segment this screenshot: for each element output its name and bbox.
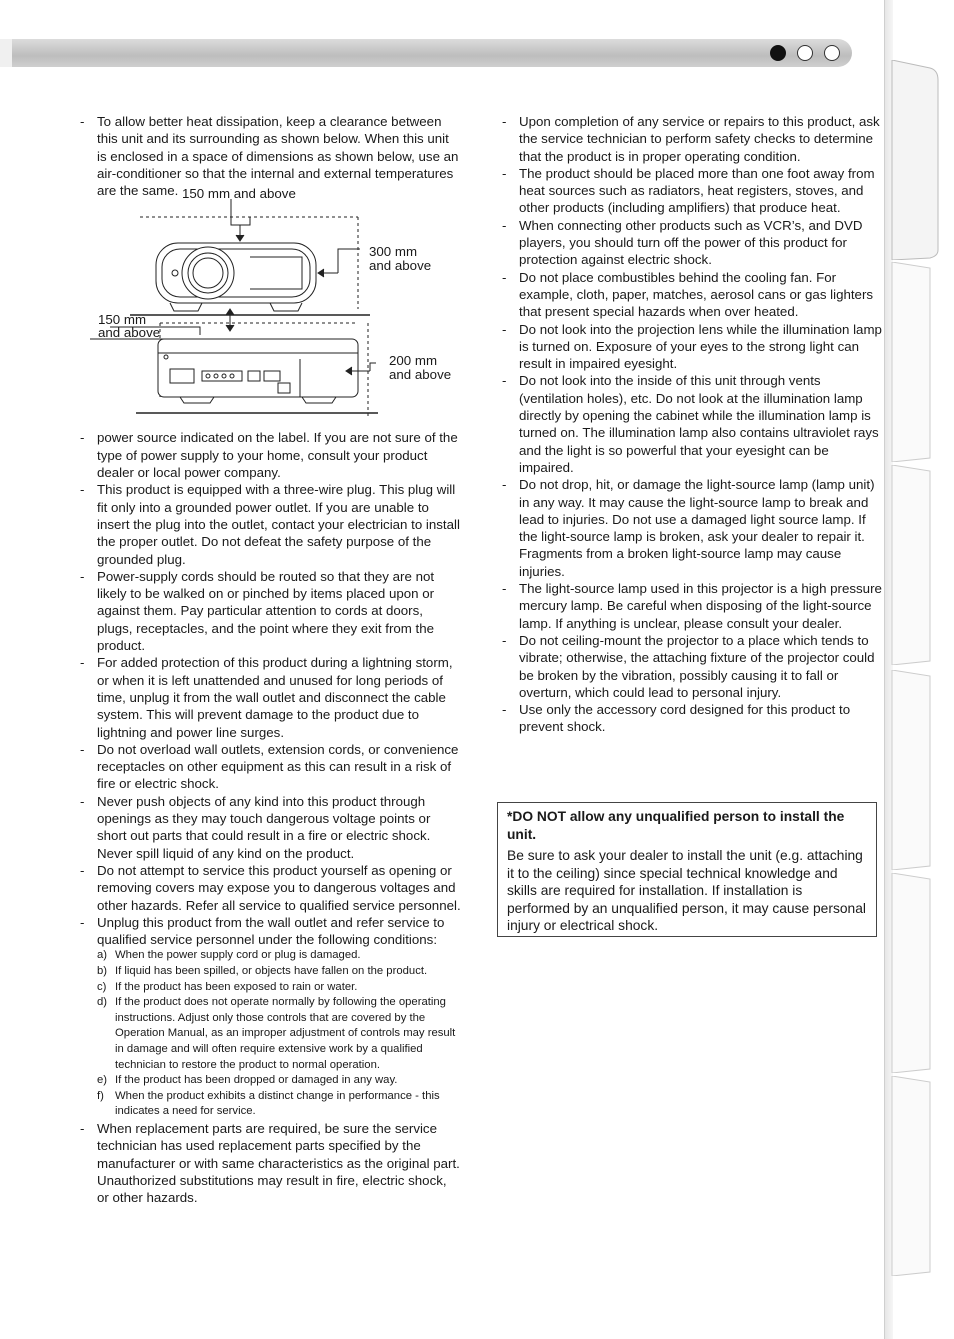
side2-clearance-value: 200 mm	[389, 353, 438, 369]
bullet-dash: -	[502, 114, 507, 129]
item-text: For added protection of this product during a lightning storm, or when it is left unattended and unused for long periods of time, unplug it from the wall outlet and disconnect the cable system. This will prevent damage to the product due to lightning and power line surges.	[97, 655, 453, 740]
notice-heading: *DO NOT allow any unqualified person to install the unit.	[507, 809, 845, 842]
side2-clearance-qualifier: and above	[389, 367, 452, 383]
item-text: Do not overload wall outlets, extension cords, or convenience receptacles on other equipment as this can result in a risk of fire or electric shock.	[97, 741, 459, 792]
list-item	[502, 476, 884, 580]
item-text: Power-supply cords should be routed so that they are not likely to be walked on or pinched by items placed upon or against them. Pay particular attention to cords at doors, plugs, receptacles, and the point where they exit from the product.	[97, 568, 435, 654]
bullet-dash: -	[80, 914, 85, 930]
header-bar	[0, 39, 852, 67]
item-text: Never push objects of any kind into this product through openings as they may touch dangerous voltage points or short out parts that could result in a fire or electric shock. Never spill liquid of any kind on the product.	[97, 793, 431, 861]
list-item	[80, 741, 462, 793]
bullet-dash: -	[80, 482, 85, 498]
right-column	[502, 113, 884, 736]
list-item	[502, 701, 884, 736]
condition-label: a)	[97, 949, 108, 962]
condition-item	[97, 948, 462, 964]
bullet-dash: -	[502, 477, 507, 493]
bullet-dash: -	[80, 862, 85, 878]
side-tab-1[interactable]	[890, 60, 954, 260]
list-item	[502, 321, 884, 373]
installation-notice-box	[497, 802, 877, 937]
bullet-dash: -	[80, 655, 85, 671]
bullet-dash: -	[80, 793, 85, 809]
bullet-dash: -	[502, 581, 507, 597]
bullet-dash: -	[502, 269, 507, 285]
list-item	[502, 580, 884, 632]
page-indicator-dot-2	[797, 45, 813, 61]
item-text: When replacement parts are required, be sure the service technician has used replacement parts specified by the manufacturer or with same characteristics as the original part. Unauthorized substitutions may result in fire, electric shock, or other hazards.	[97, 1120, 460, 1206]
condition-item	[97, 1073, 462, 1089]
bullet-dash: -	[80, 568, 85, 584]
condition-text: When the power supply cord or plug is damaged.	[115, 949, 361, 962]
item-text: Use only the accessory cord designed for this product to prevent shock.	[519, 702, 851, 735]
header-notch	[0, 39, 12, 67]
side-tab-strip	[884, 0, 954, 1339]
item-text: The product should be placed more than one foot away from heat sources such as radiators, heat registers, stoves, and other products (including amplifiers) that produce heat.	[519, 165, 875, 216]
condition-item	[97, 1089, 462, 1120]
condition-text: If the product has been dropped or damaged in any way.	[115, 1074, 398, 1087]
side-tab-2[interactable]	[890, 262, 954, 462]
list-item	[502, 113, 884, 165]
rear-clearance-qualifier: and above	[98, 325, 161, 341]
page-indicator-dot-1	[770, 45, 786, 61]
list-item	[80, 654, 462, 740]
side-clearance-value: 300 mm	[369, 244, 418, 260]
page-indicator-dot-3	[824, 45, 840, 61]
condition-text: When the product exhibits a distinct change in performance - this indicates a need for service.	[115, 1089, 440, 1118]
condition-item	[97, 964, 462, 980]
bullet-dash: -	[502, 217, 507, 233]
condition-item	[97, 995, 462, 1073]
condition-text: If the product does not operate normally by following the operating instructions. Adjust only those controls that are covered by the Operation Manual, as an improper adjustment of controls may result in damage and will often require extensive work by a qualified technician to restore the product to normal operation.	[115, 996, 456, 1071]
top-clearance-label: 150 mm and above	[182, 186, 296, 202]
bullet-dash: -	[502, 321, 507, 337]
condition-item	[97, 980, 462, 996]
list-item	[80, 568, 462, 654]
list-item	[80, 1120, 462, 1206]
item-text: Do not look into the inside of this unit through vents (ventilation holes), etc. Do not look at the illumination lamp directly by opening the cabinet while the illumination lamp is turned on. The illumination lamp also contains ultraviolet rays and the light is so powerful that your eyesight can be impaired.	[519, 373, 879, 475]
rear-clearance-value: 150 mm	[98, 312, 147, 328]
item-text: Do not attempt to service this product yourself as opening or removing covers may expose you to dangerous voltages and other hazards. Refer all service to qualified service personnel.	[97, 862, 461, 913]
list-item	[502, 269, 884, 321]
condition-label: d)	[97, 996, 108, 1009]
list-item	[502, 165, 884, 217]
side-tab-3[interactable]	[890, 465, 954, 665]
bullet-dash: -	[80, 430, 85, 446]
item-text: Unplug this product from the wall outlet and refer service to qualified service personnel under the following conditions:	[97, 914, 445, 948]
condition-label: c)	[97, 980, 107, 993]
item-text: Upon completion of any service or repairs to this product, ask the service technician to perform safety checks to determine that the product is in proper operating condition.	[519, 114, 880, 164]
bullet-dash: -	[502, 702, 507, 718]
list-item	[502, 217, 884, 269]
condition-label: e)	[97, 1074, 108, 1087]
side-clearance-qualifier: and above	[369, 258, 432, 274]
bullet-dash: -	[80, 741, 85, 757]
bullet-dash: -	[502, 373, 507, 389]
list-item	[80, 914, 462, 1120]
condition-text: If the product has been exposed to rain or water.	[115, 980, 358, 993]
item-text: When connecting other products such as VCR’s, and DVD players, you should turn off the power of this product for protection against electric shock.	[519, 217, 863, 268]
condition-text: If liquid has been spilled, or objects have fallen on the product.	[115, 964, 428, 977]
bullet-dash: -	[80, 114, 85, 129]
item-text: Do not look into the projection lens while the illumination lamp is turned on. Exposure of your eyes to the strong light can result in impaired eyesight.	[519, 321, 882, 372]
side-tab-4[interactable]	[890, 670, 954, 870]
condition-label: b)	[97, 964, 108, 977]
item-text: This product is equipped with a three-wire plug. This plug will fit only into a grounded power outlet. If you are unable to insert the plug into the outlet, contact your electrician to install the proper outlet. Do not defeat the safety purpose of the grounded plug.	[97, 482, 460, 567]
condition-label: f)	[97, 1089, 104, 1102]
list-item	[502, 632, 884, 701]
list-item	[80, 481, 462, 567]
item-text: The light-source lamp used in this projector is a high pressure mercury lamp. Be careful when disposing of the light-source lamp. If anything is unclear, please consult your dealer.	[519, 581, 882, 631]
side-tab-6[interactable]	[890, 1076, 954, 1276]
item-text: Do not drop, hit, or damage the light-source lamp (lamp unit) in any way. It may cause the light-source lamp to break and lead to injuries. Do not use a damaged light source lamp. If the light-source lamp is broken, ask your dealer to repair it. Fragments from a broken light-source lamp may cause injuries.	[519, 477, 875, 579]
notice-body: Be sure to ask your dealer to install the unit (e.g. attaching it to the ceiling) since special technical knowledge and skills are required for installation. If installation is performed by an unqualified person, it may cause personal injury or electrical shock.	[507, 848, 866, 933]
item-text: Do not place combustibles behind the cooling fan. For example, cloth, paper, matches, aerosol cans or gas lighters that present special hazards when over heated.	[519, 269, 874, 320]
left-column	[80, 113, 462, 1206]
item-text: power source indicated on the label. If you are not sure of the type of power supply to your home, consult your product dealer or local power company.	[97, 430, 458, 481]
bullet-dash: -	[502, 165, 507, 181]
bullet-dash: -	[80, 1120, 85, 1136]
list-item	[502, 372, 884, 476]
bullet-dash: -	[502, 632, 507, 648]
clearance-intro-text: To allow better heat dissipation, keep a clearance between this unit and its surrounding as shown below. When this unit is enclosed in a space of dimensions as shown below, use an air-conditioner so that the internal and external temperatures are the same.	[97, 114, 459, 199]
side-tab-5[interactable]	[890, 873, 954, 1073]
list-item	[80, 793, 462, 862]
clearance-diagram	[70, 186, 452, 425]
list-item	[80, 862, 462, 914]
list-item	[80, 429, 462, 481]
item-text: Do not ceiling-mount the projector to a place which tends to vibrate; otherwise, the attaching fixture of the projector could be broken by the vibration, possibly causing it to fall or overturn, which could lead to personal injury.	[519, 632, 875, 700]
